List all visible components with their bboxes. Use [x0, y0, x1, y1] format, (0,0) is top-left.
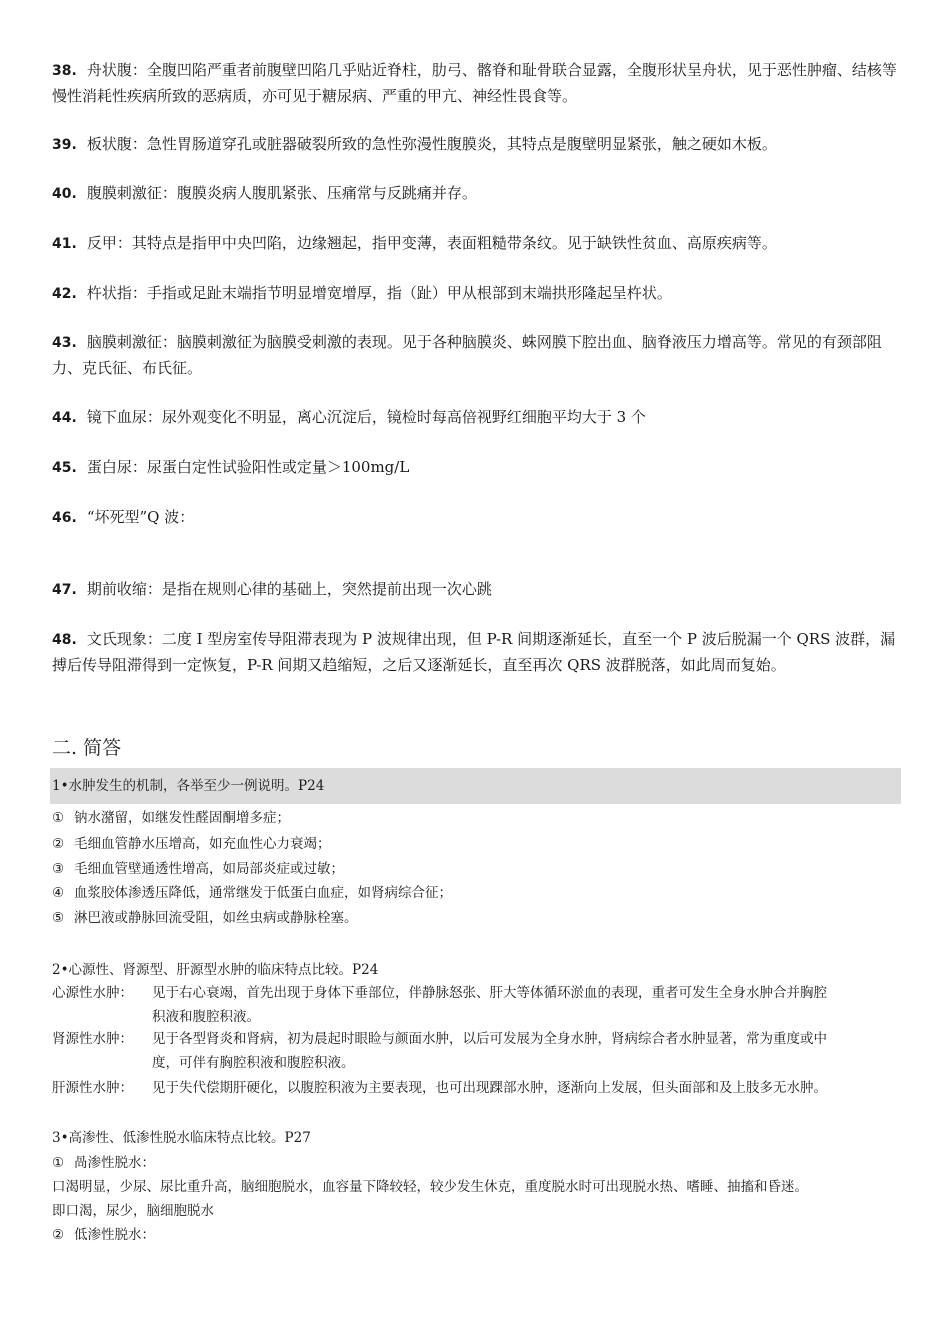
row-label: 肝源性水肿：: [52, 1080, 133, 1096]
definition-text: 腹膜刺激征：腹膜炎病人腹肌紧张、压痛常与反跳痛并存。: [86, 184, 477, 202]
row-text-continued: 度，可伴有胸腔积液和腹腔积液。: [152, 1055, 355, 1071]
definition-text: 期前收缩：是指在规则心律的基础上，突然提前出现一次心跳: [86, 580, 492, 598]
definition-text: 脑膜刺激征：脑膜刺激征为脑膜受刺激的表现。见于各种脑膜炎、蛛网膜下腔出血、脑脊液压力增高等。常见的有颈部阻力、克氏征、布氏征。: [52, 333, 882, 377]
list-text: 低渗性脱水：: [74, 1227, 155, 1243]
item-number: 47.: [52, 582, 77, 598]
item-number: 40.: [52, 186, 77, 202]
definition-45: [52, 455, 902, 481]
list-text: 毛细血管壁通透性增高，如局部炎症或过敏；: [74, 861, 344, 877]
definition-text: 镜下血尿：尿外观变化不明显，离心沉淀后，镜检时每高倍视野红细胞平均大于 3 个: [86, 408, 646, 426]
list-item: [52, 881, 902, 905]
definition-46: [52, 505, 902, 531]
row-label: 肾源性水肿：: [52, 1031, 133, 1047]
list-marker: ⑤: [52, 910, 65, 926]
definition-text: 舟状腹：全腹凹陷严重者前腹壁凹陷几乎贴近脊柱，肋弓、髂脊和耻骨联合显露，全腹形状呈舟状，见于恶性肿瘤、结核等慢性消耗性疾病所致的恶病质，亦可见于糖尿病、严重的甲亢、神经性畏食等。: [52, 61, 897, 105]
list-item: [52, 857, 902, 881]
definition-text: 反甲：其特点是指甲中央凹陷，边缘翘起，指甲变薄，表面粗糙带条纹。见于缺铁性贫血、高原疾病等。: [86, 234, 777, 252]
definition-42: [52, 281, 902, 307]
edema-row-cardiac: [52, 981, 902, 1029]
question-2-title: 2•心源性、肾源型、肝源型水肿的临床特点比较。P24: [52, 962, 379, 978]
list-marker: ④: [52, 885, 65, 901]
definition-40: [52, 181, 902, 207]
definition-text: 文氏现象：二度 I 型房室传导阻滞表现为 P 波规律出现，但 P-R 间期逐渐延长，直至一个 P 波后脱漏一个 QRS 波群，漏搏后传导阻滞得到一定恢复，P-R 间期又趋缩短，之后又逐渐延长，直至再次 QRS 波群脱落，如此周而复始。: [52, 630, 896, 674]
list-marker: ②: [52, 836, 65, 852]
definition-text: “坏死型”Q 波：: [86, 508, 195, 526]
definition-text: 板状腹：急性胃肠道穿孔或脏器破裂所致的急性弥漫性腹膜炎，其特点是腹壁明显紧张，触之硬如木板。: [86, 135, 777, 153]
definition-48: [52, 627, 902, 678]
item-number: 43.: [52, 335, 77, 351]
list-marker: ①: [52, 810, 65, 826]
list-marker: ③: [52, 861, 65, 877]
list-item: [52, 1223, 902, 1247]
row-text: 见于各型肾炎和肾病，初为晨起时眼睑与颜面水肿，以后可发展为全身水肿，肾病综合者水肿显著，常为重度或中: [152, 1031, 827, 1047]
definition-38: [52, 58, 902, 109]
definition-41: [52, 231, 902, 257]
item-number: 41.: [52, 236, 77, 252]
definition-43: [52, 330, 902, 381]
question-3-title: 3•高渗性、低渗性脱水临床特点比较。P27: [52, 1130, 311, 1146]
list-text: 钠水潴留，如继发性醛固酮增多症；: [74, 810, 290, 826]
row-text-continued: 积液和腹腔积液。: [152, 1009, 260, 1025]
edema-row-renal: [52, 1027, 902, 1075]
definition-44: [52, 405, 902, 431]
item-number: 44.: [52, 410, 77, 426]
row-label: 心源性水肿：: [52, 985, 133, 1001]
list-item: [52, 1151, 902, 1175]
list-text: 淋巴液或静脉回流受阻，如丝虫病或静脉栓塞。: [74, 910, 358, 926]
item-number: 42.: [52, 286, 77, 302]
row-text: 见于失代偿期肝硬化，以腹腔积液为主要表现，也可出现踝部水肿，逐渐向上发展，但头面部和及上肢多无水肿。: [152, 1080, 827, 1096]
list-item: [52, 806, 902, 830]
edema-row-hepatic: [52, 1076, 902, 1100]
section-heading: 二. 简答: [52, 737, 122, 759]
item-number: 39.: [52, 137, 77, 153]
list-item: [52, 832, 902, 856]
list-text: 血浆胶体渗透压降低，通常继发于低蛋白血症，如肾病综合征；: [74, 885, 452, 901]
definition-text: 蛋白尿：尿蛋白定性试验阳性或定量＞100mg/L: [86, 458, 410, 476]
definition-47: [52, 577, 902, 603]
list-text: 毛细血管静水压增高，如充血性心力衰竭；: [74, 836, 331, 852]
question-1-title: 1•水肿发生的机制，各举至少一例说明。P24: [52, 778, 325, 794]
row-text: 见于右心衰竭，首先出现于身体下垂部位，伴静脉怒张、肝大等体循环淤血的表现，重者可发生全身水肿合并胸腔: [152, 985, 827, 1001]
list-text: 咼渗性脱水：: [74, 1155, 155, 1171]
paragraph-line: 口渴明显，少尿、尿比重升高，脑细胞脱水，血容量下降较轻，较少发生休克，重度脱水时可出现脱水热、嗜睡、抽搐和昏迷。: [52, 1179, 808, 1195]
paragraph-line: 即口渴，尿少，脑细胞脱水: [52, 1203, 214, 1219]
definition-text: 杵状指：手指或足趾末端指节明显增宽增厚，指（趾）甲从根部到末端拱形隆起呈杵状。: [86, 284, 672, 302]
list-marker: ①: [52, 1155, 65, 1171]
list-marker: ②: [52, 1227, 65, 1243]
definition-39: [52, 132, 902, 158]
list-item: [52, 906, 902, 930]
item-number: 45.: [52, 460, 77, 476]
item-number: 48.: [52, 632, 77, 648]
item-number: 38.: [52, 63, 77, 79]
item-number: 46.: [52, 510, 77, 526]
